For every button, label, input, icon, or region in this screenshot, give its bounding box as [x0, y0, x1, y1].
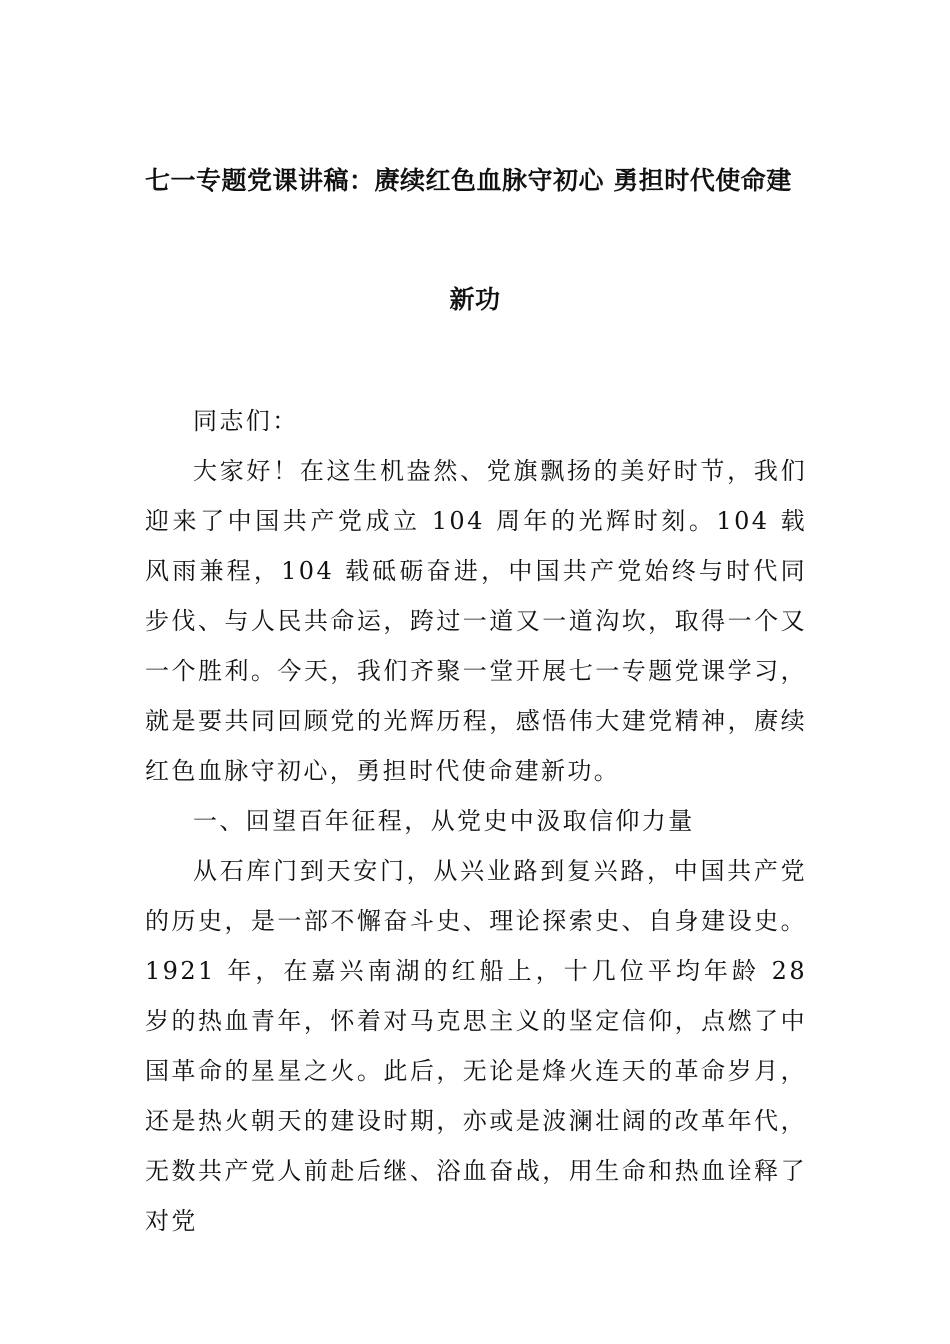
- salutation-paragraph: 同志们：: [193, 407, 299, 435]
- document-body: [145, 396, 807, 1246]
- document-title-line-1: 七一专题党课讲稿：赓续红色血脉守初心 勇担时代使命建: [145, 166, 792, 195]
- section-heading-1: 一、回望百年征程，从党史中汲取信仰力量: [193, 807, 695, 835]
- intro-paragraph: 大家好！在这生机盎然、党旗飘扬的美好时节，我们迎来了中国共产党成立 104 周年的光辉时刻。104 载风雨兼程，104 载砥砺奋进，中国共产党始终与时代同步伐、与人民共命运，跨过一道又一道沟坎，取得一个又一个胜利。今天，我们齐聚一堂开展七一专题党课学习，就是要共同回顾党的光辉历程，感悟伟大建党精神，赓续红色血脉守初心，勇担时代使命建新功。: [145, 457, 807, 785]
- document-title-line-2: 新功: [449, 285, 501, 314]
- history-paragraph: 从石库门到天安门，从兴业路到复兴路，中国共产党的历史，是一部不懈奋斗史、理论探索史、自身建设史。1921 年，在嘉兴南湖的红船上，十几位平均年龄 28 岁的热血青年，怀着对马克思主义的坚定信仰，点燃了中国革命的星星之火。此后，无论是烽火连天的革命岁月，还是热火朝天的建设时期，亦或是波澜壮阔的改革年代，无数共产党人前赴后继、浴血奋战，用生命和热血诠释了对党: [145, 857, 807, 1235]
